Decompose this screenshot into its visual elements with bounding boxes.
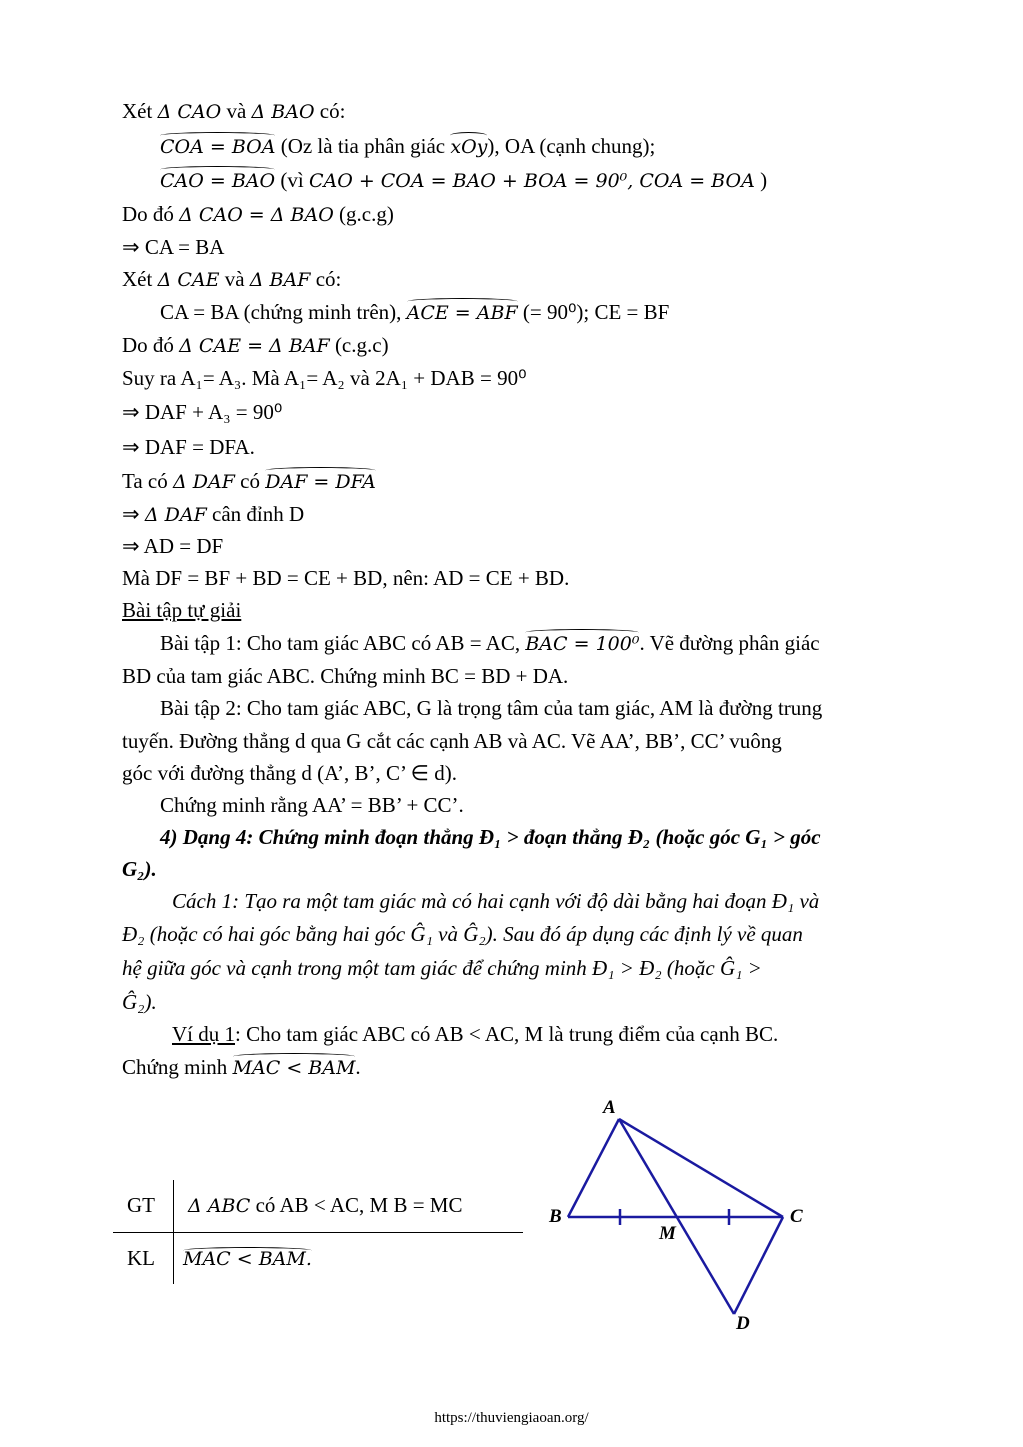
angle: xOy bbox=[450, 133, 487, 161]
math: Δ CAO = Δ BAO bbox=[179, 204, 334, 226]
line-13 bbox=[122, 500, 304, 529]
line-17 bbox=[160, 629, 820, 658]
segment-ab bbox=[568, 1119, 619, 1217]
text: ⇒ bbox=[122, 502, 145, 526]
text: Xét bbox=[122, 99, 158, 123]
text: có bbox=[234, 469, 266, 493]
text: (g.c.g) bbox=[333, 202, 394, 226]
line-3 bbox=[160, 166, 767, 195]
text: Xét bbox=[122, 267, 158, 291]
text: và bbox=[221, 99, 252, 123]
example-label: Ví dụ 1 bbox=[172, 1022, 235, 1046]
line-20: tuyến. Đường thẳng d qua G cắt các cạnh AB và AC. Vẽ AA’, BB’, CC’ vuông bbox=[122, 729, 782, 753]
text: (c.g.c) bbox=[329, 333, 389, 357]
label-m: M bbox=[659, 1223, 676, 1244]
angle-equation: COA = BOA bbox=[160, 133, 275, 161]
text: Suy ra bbox=[122, 366, 181, 390]
label-c: C bbox=[790, 1206, 803, 1227]
line-27: hệ giữa góc và cạnh trong một tam giác để chứng minh Đ₁ > Đ₂ (hoặc Ĝ₁ > bbox=[122, 956, 762, 980]
math: A₁= A₃. Mà A₁= A₂ và 2A₁ + DAB = 90⁰ bbox=[180, 366, 527, 390]
text: Ta có bbox=[122, 469, 174, 493]
text: cân đỉnh D bbox=[206, 502, 305, 526]
line-19: Bài tập 2: Cho tam giác ABC, G là trọng tâm của tam giác, AM là đường trung bbox=[160, 696, 823, 720]
text: và bbox=[219, 267, 250, 291]
segment-cd bbox=[734, 1217, 783, 1314]
line-7 bbox=[160, 298, 669, 327]
text: Bài tập 1: Cho tam giác ABC có AB = AC, bbox=[160, 631, 526, 655]
line-25: Cách 1: Tạo ra một tam giác mà có hai cạnh với độ dài bằng hai đoạn Đ₁ và bbox=[172, 889, 820, 913]
angle-equation: BAC = 100⁰ bbox=[525, 630, 639, 658]
text: . bbox=[355, 1055, 361, 1079]
kl-label: KL bbox=[127, 1246, 155, 1270]
math: Δ DAF bbox=[144, 504, 207, 526]
math: Δ BAF bbox=[249, 269, 311, 291]
line-26: Đ₂ (hoặc có hai góc bằng hai góc Ĝ₁ và Ĝ₂). Sau đó áp dụng các định lý về quan bbox=[122, 922, 803, 946]
text: có: bbox=[310, 267, 342, 291]
text: (vì bbox=[275, 168, 309, 192]
heading-dang-4-cont: G₂). bbox=[122, 857, 157, 881]
line-15: Mà DF = BF + BD = CE + BD, nên: AD = CE + BD. bbox=[122, 566, 570, 590]
line-12 bbox=[122, 467, 376, 496]
text: Do đó bbox=[122, 202, 180, 226]
line-6 bbox=[122, 265, 341, 294]
line-21: góc với đường thẳng d (A’, B’, C’ ∈ d). bbox=[122, 761, 457, 785]
heading-dang-4: 4) Dạng 4: Chứng minh đoạn thẳng Đ₁ > đoạn thẳng Đ₂ (hoặc góc G₁ > góc bbox=[160, 825, 821, 849]
math: Δ DAF bbox=[173, 471, 235, 493]
line-2 bbox=[160, 132, 655, 161]
gt-label: GT bbox=[127, 1193, 155, 1217]
footer-url: https://thuviengiaoan.org/ bbox=[434, 1410, 589, 1426]
line-5: ⇒ CA = BA bbox=[122, 235, 225, 259]
triangle-figure bbox=[540, 1090, 803, 1340]
angle-equation: DAF = DFA bbox=[265, 468, 376, 496]
line-30 bbox=[122, 1053, 361, 1082]
line-11: ⇒ DAF = DFA. bbox=[122, 435, 255, 459]
text: có AB < AC, M B = MC bbox=[250, 1193, 463, 1217]
text: . Vẽ đường phân giác bbox=[639, 631, 820, 655]
label-b: B bbox=[549, 1206, 562, 1227]
text: có: bbox=[314, 99, 346, 123]
line-14: ⇒ AD = DF bbox=[122, 534, 224, 558]
section-heading: Bài tập tự giải bbox=[122, 598, 242, 622]
text: ), OA (cạnh chung); bbox=[487, 134, 656, 158]
kl-content: MAC < BAM. bbox=[183, 1248, 312, 1270]
math: Δ ABC bbox=[188, 1195, 251, 1217]
angle-sum: CAO + COA = BAO + BOA = 90⁰, COA = BOA bbox=[308, 170, 755, 192]
label-d: D bbox=[736, 1313, 750, 1334]
math: Δ CAO bbox=[157, 101, 222, 123]
gt-content bbox=[188, 1193, 463, 1218]
text: Chứng minh bbox=[122, 1055, 233, 1079]
line-8 bbox=[122, 331, 389, 360]
math: Δ CAE = Δ BAF bbox=[179, 335, 330, 357]
example-line bbox=[172, 1020, 778, 1048]
text: Do đó bbox=[122, 333, 180, 357]
label-a: A bbox=[603, 1097, 616, 1118]
angle-equation: CAO = BAO bbox=[160, 167, 275, 195]
table-horizontal-line bbox=[113, 1232, 523, 1233]
line-4 bbox=[122, 200, 394, 229]
line-9 bbox=[122, 364, 527, 392]
line-10: ⇒ DAF + A₃ = 90⁰ bbox=[122, 400, 283, 424]
line-28: Ĝ₂). bbox=[122, 990, 157, 1014]
text: CA = BA (chứng minh trên), bbox=[160, 300, 407, 324]
segment-ac bbox=[619, 1119, 783, 1217]
line-22: Chứng minh rằng AA’ = BB’ + CC’. bbox=[160, 793, 464, 817]
math: Δ BAO bbox=[251, 101, 315, 123]
math: Δ CAE bbox=[157, 269, 220, 291]
text: (Oz là tia phân giác bbox=[275, 134, 451, 158]
angle-equation: ACE = ABF bbox=[407, 299, 518, 327]
text: (= 90⁰); CE = BF bbox=[517, 300, 670, 324]
line-18: BD của tam giác ABC. Chứng minh BC = BD + DA. bbox=[122, 664, 569, 688]
line-1 bbox=[122, 97, 345, 126]
text: : Cho tam giác ABC có AB < AC, M là trung điểm của cạnh BC. bbox=[235, 1022, 779, 1046]
text: ) bbox=[754, 168, 768, 192]
angle-inequality: MAC < BAM bbox=[233, 1054, 356, 1082]
